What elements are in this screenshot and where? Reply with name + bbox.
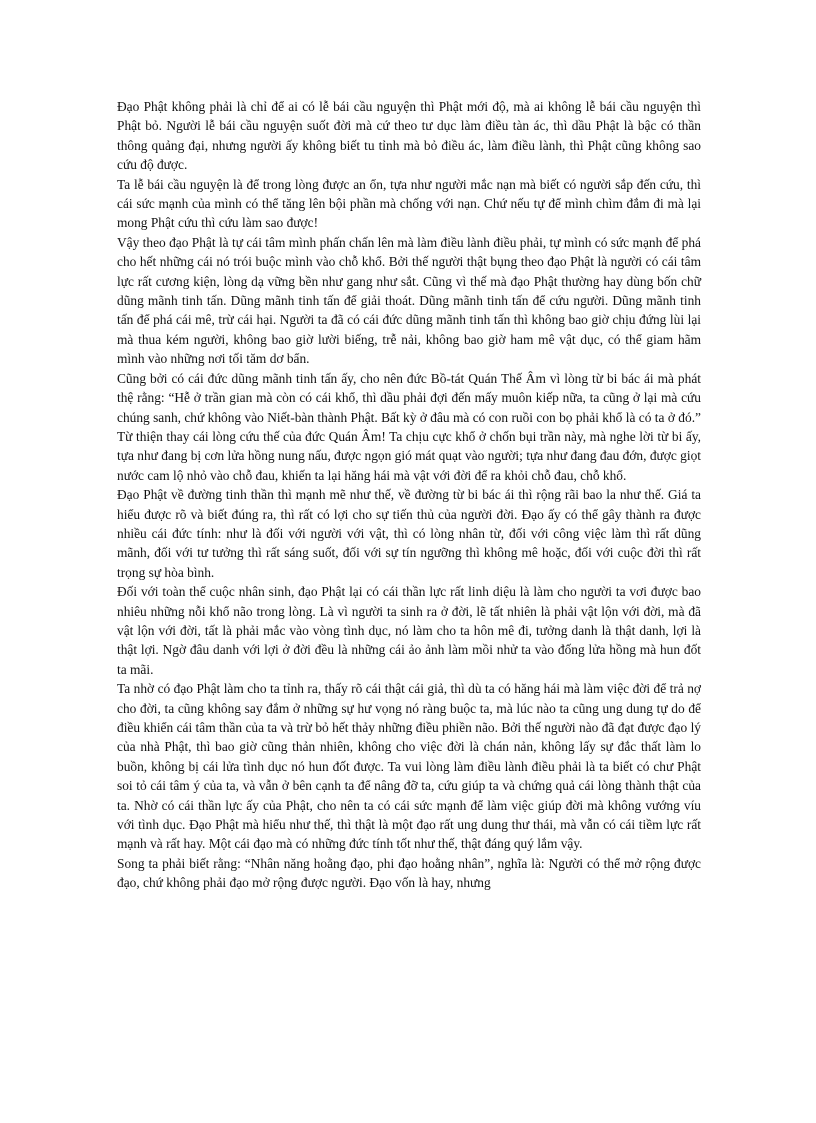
document-page <box>117 97 701 893</box>
paragraph-7: Ta nhờ có đạo Phật làm cho ta tỉnh ra, thấy rõ cái thật cái giả, thì dù ta có hăng hái mà làm việc đời để trả nợ cho đời, ta cũng không say đắm ở những sự hư vọng nó ràng buộc ta, mà lúc nào ta cũng ung dung tự do để điều khiển cái tâm thần của ta và trừ bỏ hết thảy những điều phiền não. Bởi thế người nào đã đạt được đạo lý của nhà Phật, thì bao giờ cũng thản nhiên, không cho việc đời là chán nản, không lấy sự đắc thất làm lo buồn, không bị cái lửa tình dục nó hun đốt được. Ta vui lòng làm điều lành điều phải là ta biết có chư Phật soi tỏ cái tâm ý của ta, và vẫn ở bên cạnh ta để nâng đỡ ta, cứu giúp ta và chứng quả cái lòng thành thật của ta. Nhờ có cái thần lực ấy của Phật, cho nên ta có cái sức mạnh để làm việc giúp đời mà không vướng víu với tình dục. Đạo Phật mà hiểu như thế, thì thật là một đạo rất ung dung thư thái, mà vẫn có cái tiềm lực rất mạnh và rất hay. Một cái đạo mà có những đức tính tốt như thế, thật đáng quý lắm vậy. <box>117 681 701 852</box>
paragraph-2: Ta lễ bái cầu nguyện là để trong lòng được an ổn, tựa như người mắc nạn mà biết có người sắp đến cứu, thì cái sức mạnh của mình có thể tăng lên bội phần mà chống với nạn. Chứ nếu tự để mình chìm đắm đi mà lại mong Phật cứu thì cứu làm sao được! <box>117 176 701 231</box>
paragraph-6: Đối với toàn thể cuộc nhân sinh, đạo Phật lại có cái thần lực rất linh diệu là làm cho người ta vơi được bao nhiêu những nỗi khổ não trong lòng. Là vì người ta sinh ra ở đời, lẽ tất nhiên là phải vật lộn với đời, mà đã vật lộn với đời, tất là phải mắc vào vòng tình dục, nó làm cho ta hôn mê đi, tưởng danh là thật danh, lợi là thật lợi. Ngờ đâu danh với lợi ở đời đều là những cái ảo ảnh làm mồi nhử ta vào đống lửa hồng mà hun đốt ta mãi. <box>117 584 701 677</box>
paragraph-8: Song ta phải biết rằng: “Nhân năng hoằng đạo, phi đạo hoằng nhân”, nghĩa là: Người có thể mở rộng được đạo, chứ không phải đạo mở rộng được người. Đạo vốn là hay, nhưng <box>117 855 701 891</box>
paragraph-4: Cũng bởi có cái đức dũng mãnh tinh tấn ấy, cho nên đức Bồ-tát Quán Thế Âm vì lòng từ bi bác ái mà phát thệ rằng: “Hễ ở trần gian mà còn có cái khổ, thì dầu phải đợi đến mấy muôn kiếp nữa, ta cũng ở lại mà cứu chúng sanh, chứ không vào Niết-bàn thành Phật. Bất kỳ ở đâu mà có con ruồi con bọ phải khổ là có ta ở đó.” Từ thiện thay cái lòng cứu thế của đức Quán Âm! Ta chịu cực khổ ở chốn bụi trần này, mà nghe lời từ bi ấy, tựa như đang bị cơn lửa hồng nung nấu, được ngọn gió mát quạt vào người; tựa như đang đau đớn, được giọt nước cam lộ nhỏ vào chỗ đau, khiến ta lại hăng hái mà vật với đời để ra khỏi chỗ đau, chỗ khổ. <box>117 370 701 483</box>
paragraph-1: Đạo Phật không phải là chỉ để ai có lễ bái cầu nguyện thì Phật mới độ, mà ai không lễ bái cầu nguyện thì Phật bỏ. Người lễ bái cầu nguyện suốt đời mà cứ theo tư dục làm điều tàn ác, thì dầu Phật là bậc có thần thông quảng đại, nhưng người ấy không biết tu tỉnh mà bỏ điều ác, làm điều lành, thì Phật cũng không sao cứu độ được. <box>117 99 701 173</box>
paragraph-5: Đạo Phật về đường tinh thần thì mạnh mẽ như thế, về đường từ bi bác ái thì rộng rãi bao la như thế. Giá ta hiểu được rõ và biết đúng ra, thì rất có lợi cho sự tiến thủ của người đời. Đạo ấy có thể gây thành ra được nhiều cái đức tính: như là đối với người với vật, thì có lòng nhân từ, đối với công việc làm thì rất dũng mãnh, đối với tư tưởng thì rất sáng suốt, đối với sự tín ngưỡng thì không mê hoặc, đối với cuộc đời thì rất trọng sự hòa bình. <box>117 487 701 580</box>
paragraph-3: Vậy theo đạo Phật là tự cái tâm mình phấn chấn lên mà làm điều lành điều phải, tự mình có sức mạnh để phá cho hết những cái nó trói buộc mình vào chỗ khổ. Bởi thế người thật bụng theo đạo Phật là người có cái tâm lực rất cương kiện, lòng dạ vững bền như gang như sắt. Cũng vì thế mà đạo Phật thường hay dùng bốn chữ dũng mãnh tinh tấn. Dũng mãnh tinh tấn để giải thoát. Dũng mãnh tinh tấn để cứu người. Dũng mãnh tinh tấn để phá cái mê, trừ cái hại. Người ta đã có cái đức dũng mãnh tinh tấn thì không bao giờ chịu đứng lùi lại mà thua kém người, không bao giờ lười biếng, trễ nải, không bao giờ ham mê vật dục, có thể giam hãm mình vào những nơi tối tăm dơ bẩn. <box>117 234 701 367</box>
